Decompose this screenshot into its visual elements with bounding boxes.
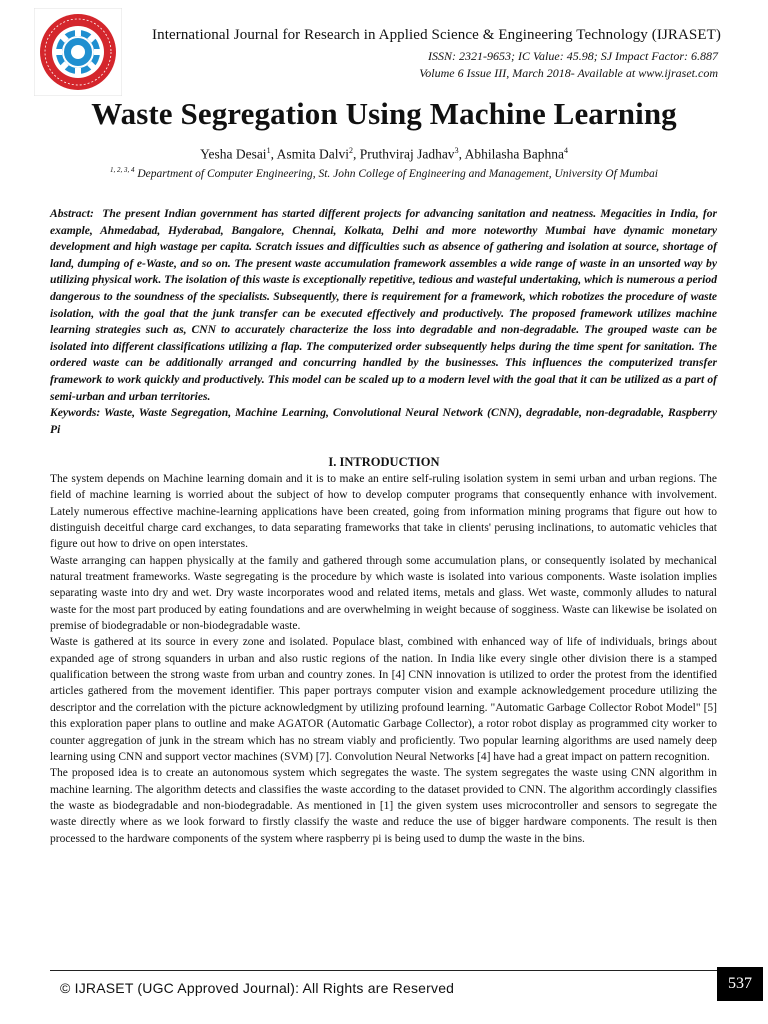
journal-title: International Journal for Research in Applied Science & Engineering Technology (IJRASET) (152, 27, 721, 43)
abstract-label: Abstract: (50, 207, 94, 220)
author-sup: 2 (348, 146, 353, 155)
keywords-text: Waste, Waste Segregation, Machine Learning, Convolutional Neural Network (CNN), degradable, non-degradable, Raspberry Pi (50, 406, 717, 436)
issn-line: ISSN: 2321-9653; IC Value: 45.98; SJ Impact Factor: 6.887 (428, 49, 718, 63)
body-paragraph: Waste arranging can happen physically at the family and gathered through some accumulation plans, or consequently isolated by mechanical natural treatment frameworks. Waste segregating is the procedure by which waste is isolated into various components. Waste isolation implies separating waste into dry and wet. Dry waste incorporates wood and related items, metals and glass. Wet waste, commonly alludes to natural waste for the most part produced by eating foundations and are overwhelming in weight because of sogginess. Waste can likewise be isolated on premise of biodegradable or non-biodegradable waste. (50, 554, 717, 633)
author-sup: 3 (454, 146, 459, 155)
journal-seal-icon (34, 8, 122, 96)
affiliation (0, 166, 768, 180)
journal-meta (419, 48, 718, 82)
author-name: Abhilasha Baphna (464, 146, 564, 162)
body-paragraph: Waste is gathered at its source in every zone and isolated. Populace blast, combined with enhanced way of life of individuals, brings about expanded age of strong squanders in urban and also rustic regions of the nation. In India like every single other division there is a stamped qualification between the strong waste from urban and country zones. In [4] CNN innovation is utilized to order the protest from the identified articles gathered from the movement identifier. This paper portrays computer vision and example acknowledgement procedure utilizing the descriptor and the correlation with the picture acknowledgment by utilizing profound learning. "Automatic Garbage Collector Robot Model" [5] this exploration paper plans to outline and make AGATOR (Automatic Garbage Collector), a rotor robot display as programmed city worker to counter aggregation of junk in the stream which has no stream viably and proficiently. Two popular learning algorithms are used namely deep learning using CNN and support vector machines (SVM) [7]. Convolution Neural Networks [4] have had a great impact on pattern recognition. (50, 636, 717, 763)
introduction-body (50, 471, 717, 847)
author-name: Pruthviraj Jadhav (359, 146, 455, 162)
affiliation-text: Department of Computer Engineering, St. John College of Engineering and Management, University Of Mumbai (137, 167, 658, 180)
volume-line: Volume 6 Issue III, March 2018- Available at www.ijraset.com (419, 66, 718, 80)
author-sup: 4 (563, 146, 568, 155)
author-name: Yesha Desai (200, 146, 267, 162)
page-number: 537 (717, 967, 763, 1001)
author-name: Asmita Dalvi (276, 146, 349, 162)
abstract (50, 206, 717, 438)
footer-copyright: © IJRASET (UGC Approved Journal): All Rights are Reserved (60, 980, 455, 996)
author-sup: 1 (266, 146, 271, 155)
body-paragraph: The proposed idea is to create an autonomous system which segregates the waste. The system segregates the waste using CNN algorithm in machine learning. The algorithm detects and classifies the waste according to the dataset provided to CNN. The algorithm accordingly classifies the waste as biodegradable and non-biodegradable. As mentioned in [1] the given system uses microcontroller and sensors to segregate the waste directly where as we look forward to firstly classify the waste and reduce the use of bigger hardware components. The result is then processed to the hardware components of the system where raspberry pi is being used to dump the waste in the bins. (50, 767, 717, 845)
body-paragraph: The system depends on Machine learning domain and it is to make an entire self-ruling isolation system in semi urban and urban regions. The field of machine learning is worried about the subject of how to develop computer programs that consequently enhance with involvement. Lately numerous effective machine-learning applications have been created, going from information mining programs that figure out how to distinguish deceitful charge card exchanges, to data separating frameworks that take in clients' perusing inclinations, to automatic vehicles that figure out how to drive on open interstates. (50, 473, 717, 551)
footer-divider (50, 970, 717, 971)
paper-title: Waste Segregation Using Machine Learning (91, 96, 677, 131)
abstract-text: The present Indian government has started different projects for advancing sanitation and neatness. Megacities in India, for example, Ahmedabad, Hyderabad, Bangalore, Chennai, Kolkata, Delhi and more noteworthy Mumbai have dynamic monetary development and high wastage per capita. Scratch issues and difficulties such as absence of gathering and isolation at source, shortage of land, dumping of e-Waste, and so on. The present waste accumulation framework assembles a wide range of waste in an unsorted way by utilizing physical work. The isolation of this waste is exceptionally repetitive, tedious and wasteful undertaking, which is numerous a period dangerous to the soundness of the specialists. Subsequently, there is requirement for a framework, which robotizes the procedure of waste isolation, with the goal that the junk transfer can be executed effectively and productively. The proposed framework utilizes machine learning strategies such as, CNN to accurately characterize the loss into degradable and non-degradable. The grouped waste can be isolated into different classifications utilizing a flap. The computerized order subsequently helps during the time spent for sanitation. The ordered waste can be additionally arranged and concurring handled by the businesses. This influences the computerized transfer framework to work quickly and productively. This model can be scaled up to a modern level with the goal that it can be utilized as a part of semi-urban and urban territories. (50, 207, 717, 403)
section-heading-introduction: I. INTRODUCTION (328, 455, 440, 469)
author-list: Yesha Desai$^1$, Asmita Dalvi$^2$, Pruthviraj Jadhav$^3$, Abhilasha Baphna$^4$ (200, 146, 568, 162)
keywords-label: Keywords: (50, 406, 101, 420)
affiliation-sup: 1, 2, 3, 4 (110, 166, 135, 174)
